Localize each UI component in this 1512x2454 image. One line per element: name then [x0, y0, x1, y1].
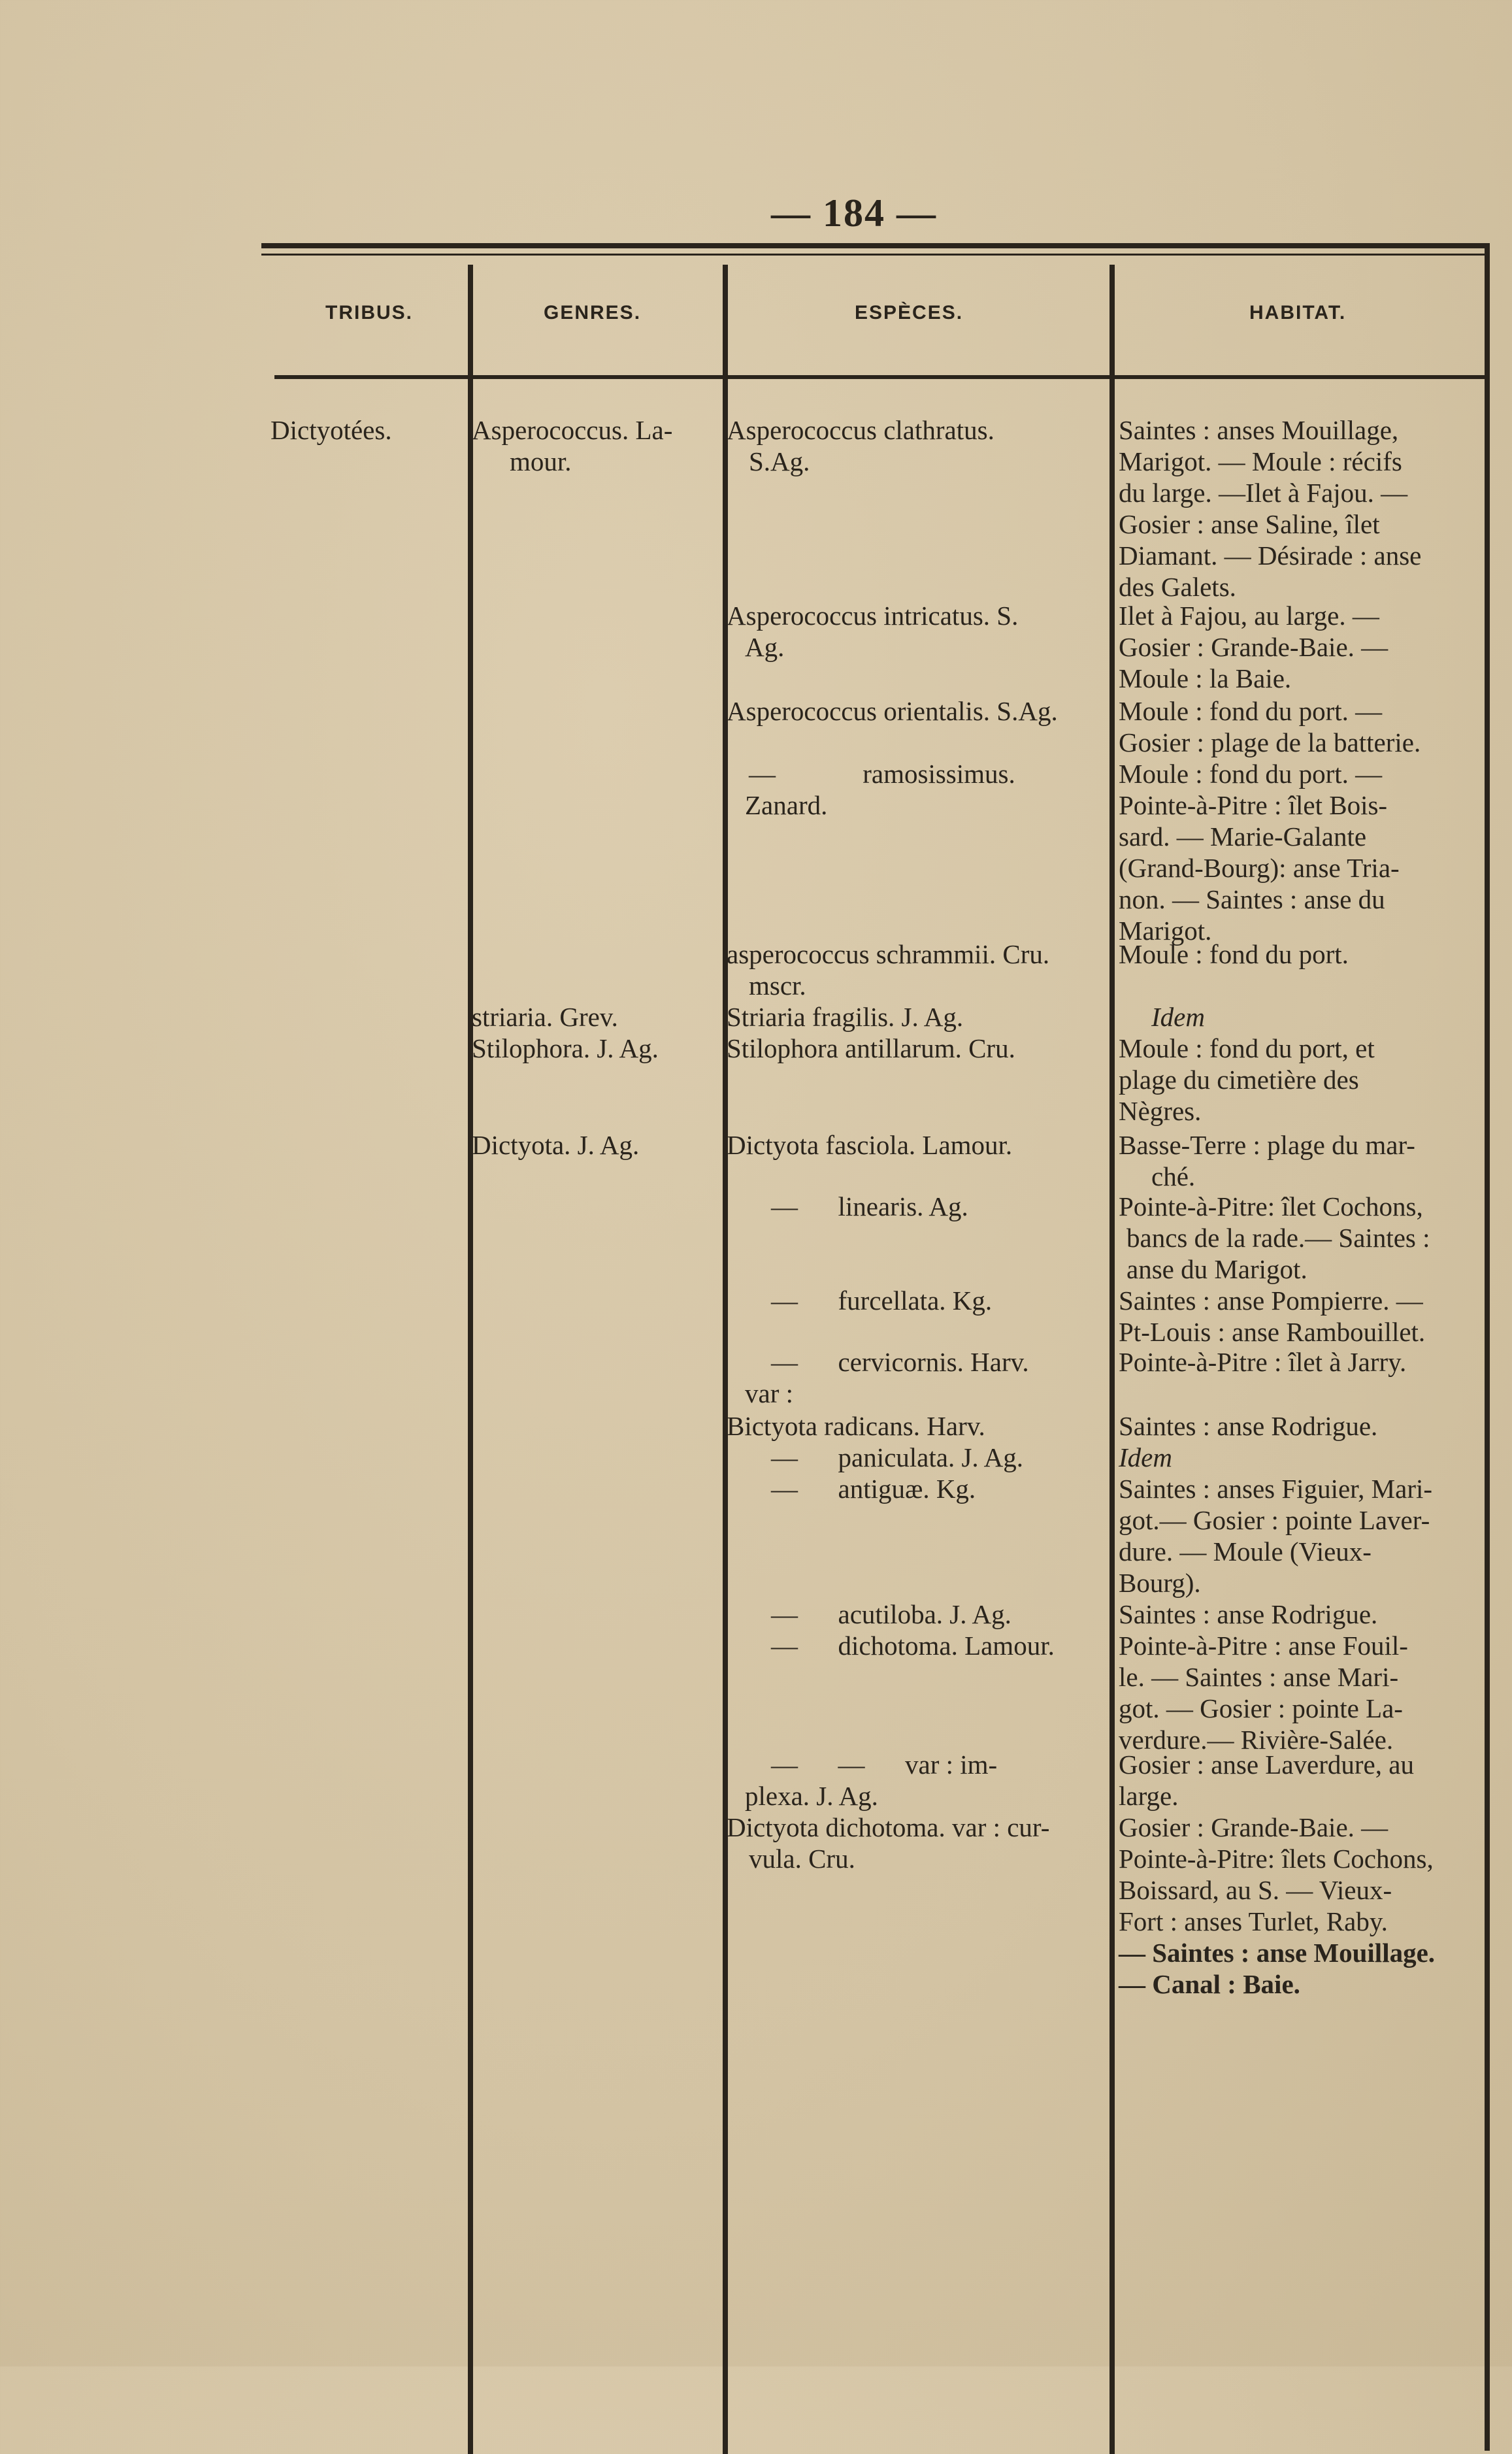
- habitat-9-line-3: anse du Marigot.: [1126, 1254, 1307, 1284]
- espece-4: — ramosissimus.: [749, 759, 1015, 789]
- habitat-14-line-1: Saintes : anses Figuier, Mari-: [1119, 1474, 1433, 1504]
- header-rule: [274, 375, 1490, 379]
- column-divider-habitat: [1109, 265, 1115, 2454]
- espece-9: — linearis. Ag.: [771, 1191, 968, 1221]
- genre-asperococcus-author: mour.: [510, 446, 572, 476]
- espece-17-author: plexa. J. Ag.: [745, 1781, 878, 1811]
- habitat-13: Idem: [1119, 1442, 1172, 1472]
- habitat-2-line-1: Ilet à Fajou, au large. —: [1119, 601, 1379, 631]
- espece-18-author: vula. Cru.: [749, 1844, 855, 1874]
- habitat-2-line-3: Moule : la Baie.: [1119, 663, 1292, 693]
- habitat-8-line-2: ché.: [1151, 1161, 1196, 1191]
- habitat-16-line-2: le. — Saintes : anse Mari-: [1119, 1662, 1399, 1692]
- habitat-4-line-1: Moule : fond du port. —: [1119, 759, 1383, 789]
- habitat-17-line-2: large.: [1119, 1781, 1179, 1811]
- espece-10: — furcellata. Kg.: [771, 1285, 993, 1316]
- espece-13: — paniculata. J. Ag.: [771, 1442, 1024, 1472]
- espece-11: — cervicornis. Harv.: [771, 1347, 1029, 1377]
- espece-2: Asperococcus intricatus. S.: [727, 601, 1019, 631]
- habitat-1-line-1: Saintes : anses Mouillage,: [1119, 415, 1399, 445]
- habitat-1-line-3: du large. —Ilet à Fajou. —: [1119, 478, 1408, 508]
- habitat-1-line-6: des Galets.: [1119, 572, 1236, 602]
- habitat-14-line-3: dure. — Moule (Vieux-: [1119, 1536, 1372, 1567]
- espece-6: Striaria fragilis. J. Ag.: [727, 1002, 964, 1032]
- header-tribus: TRIBUS.: [325, 302, 413, 323]
- espece-5-author: mscr.: [749, 970, 806, 1001]
- espece-17: — — var : im-: [771, 1749, 998, 1780]
- column-divider-genres: [468, 265, 473, 2454]
- habitat-2-line-2: Gosier : Grande-Baie. —: [1119, 632, 1389, 662]
- espece-4-author: Zanard.: [745, 790, 828, 820]
- habitat-18-line-2: Pointe-à-Pitre: îlets Cochons,: [1119, 1844, 1434, 1874]
- habitat-18-line-3: Boissard, au S. — Vieux-: [1119, 1875, 1392, 1905]
- header-genres: GENRES.: [544, 302, 642, 323]
- habitat-4-line-5: non. — Saintes : anse du: [1119, 884, 1385, 914]
- page-number: — 184 —: [771, 191, 937, 235]
- habitat-4-line-4: (Grand-Bourg): anse Tria-: [1119, 853, 1400, 883]
- genre-asperococcus: Asperococcus. La-: [472, 415, 673, 445]
- habitat-7-line-3: Nègres.: [1119, 1096, 1202, 1126]
- habitat-3-line-1: Moule : fond du port. —: [1119, 696, 1383, 726]
- column-divider-right: [1485, 248, 1490, 2451]
- genre-dictyota: Dictyota. J. Ag.: [472, 1130, 640, 1160]
- habitat-17-line-1: Gosier : anse Laverdure, au: [1119, 1749, 1414, 1780]
- habitat-16-line-3: got. — Gosier : pointe La-: [1119, 1693, 1403, 1723]
- habitat-5: Moule : fond du port.: [1119, 939, 1349, 969]
- habitat-18-line-6: — Canal : Baie.: [1119, 1969, 1300, 1999]
- genre-striaria: striaria. Grev.: [472, 1002, 618, 1032]
- habitat-16-line-4: verdure.— Rivière-Salée.: [1119, 1725, 1394, 1755]
- column-divider-especes: [723, 265, 728, 2454]
- espece-1-author: S.Ag.: [749, 446, 810, 476]
- habitat-9-line-2: bancs de la rade.— Saintes :: [1126, 1223, 1430, 1253]
- habitat-14-line-2: got.— Gosier : pointe Laver-: [1119, 1505, 1430, 1535]
- espece-12: Bictyota radicans. Harv.: [727, 1411, 985, 1441]
- habitat-11: Pointe-à-Pitre : îlet à Jarry.: [1119, 1347, 1407, 1377]
- habitat-12: Saintes : anse Rodrigue.: [1119, 1411, 1378, 1441]
- habitat-18-line-4: Fort : anses Turlet, Raby.: [1119, 1906, 1388, 1936]
- espece-16: — dichotoma. Lamour.: [771, 1631, 1055, 1661]
- espece-1: Asperococcus clathratus.: [727, 415, 994, 445]
- espece-15: — acutiloba. J. Ag.: [771, 1599, 1011, 1629]
- espece-8: Dictyota fasciola. Lamour.: [727, 1130, 1013, 1160]
- espece-3: Asperococcus orientalis. S.Ag.: [727, 696, 1058, 726]
- habitat-15: Saintes : anse Rodrigue.: [1119, 1599, 1378, 1629]
- espece-14: — antiguæ. Kg.: [771, 1474, 976, 1504]
- habitat-1-line-2: Marigot. — Moule : récifs: [1119, 446, 1402, 476]
- habitat-1-line-4: Gosier : anse Saline, îlet: [1119, 509, 1380, 539]
- habitat-1-line-5: Diamant. — Désirade : anse: [1119, 540, 1422, 571]
- espece-7: Stilophora antillarum. Cru.: [727, 1033, 1015, 1063]
- header-habitat: HABITAT.: [1249, 302, 1347, 323]
- habitat-4-line-3: sard. — Marie-Galante: [1119, 821, 1367, 852]
- habitat-7-line-1: Moule : fond du port, et: [1119, 1033, 1375, 1063]
- habitat-4-line-6: Marigot.: [1119, 916, 1212, 946]
- tribus-dictyotees: Dictyotées.: [271, 415, 392, 445]
- habitat-10-line-2: Pt-Louis : anse Rambouillet.: [1119, 1317, 1426, 1347]
- genre-stilophora: Stilophora. J. Ag.: [472, 1033, 659, 1063]
- habitat-16-line-1: Pointe-à-Pitre : anse Fouil-: [1119, 1631, 1408, 1661]
- espece-18: Dictyota dichotoma. var : cur-: [727, 1812, 1050, 1842]
- espece-5: asperococcus schrammii. Cru.: [727, 939, 1050, 969]
- habitat-18-line-1: Gosier : Grande-Baie. —: [1119, 1812, 1389, 1842]
- espece-11-var: var :: [745, 1378, 793, 1408]
- header-especes: ESPÈCES.: [855, 302, 964, 323]
- habitat-4-line-2: Pointe-à-Pitre : îlet Bois-: [1119, 790, 1388, 820]
- espece-2-author: Ag.: [745, 632, 785, 662]
- habitat-9-line-1: Pointe-à-Pitre: îlet Cochons,: [1119, 1191, 1423, 1221]
- habitat-8-line-1: Basse-Terre : plage du mar-: [1119, 1130, 1415, 1160]
- habitat-6: Idem: [1151, 1002, 1205, 1032]
- habitat-18-line-5: — Saintes : anse Mouillage.: [1119, 1938, 1436, 1968]
- habitat-10-line-1: Saintes : anse Pompierre. —: [1119, 1285, 1423, 1316]
- habitat-14-line-4: Bourg).: [1119, 1568, 1201, 1598]
- table-top-rule-thin: [261, 254, 1490, 256]
- table-top-rule: [261, 243, 1490, 248]
- habitat-3-line-2: Gosier : plage de la batterie.: [1119, 727, 1421, 757]
- habitat-7-line-2: plage du cimetière des: [1119, 1065, 1359, 1095]
